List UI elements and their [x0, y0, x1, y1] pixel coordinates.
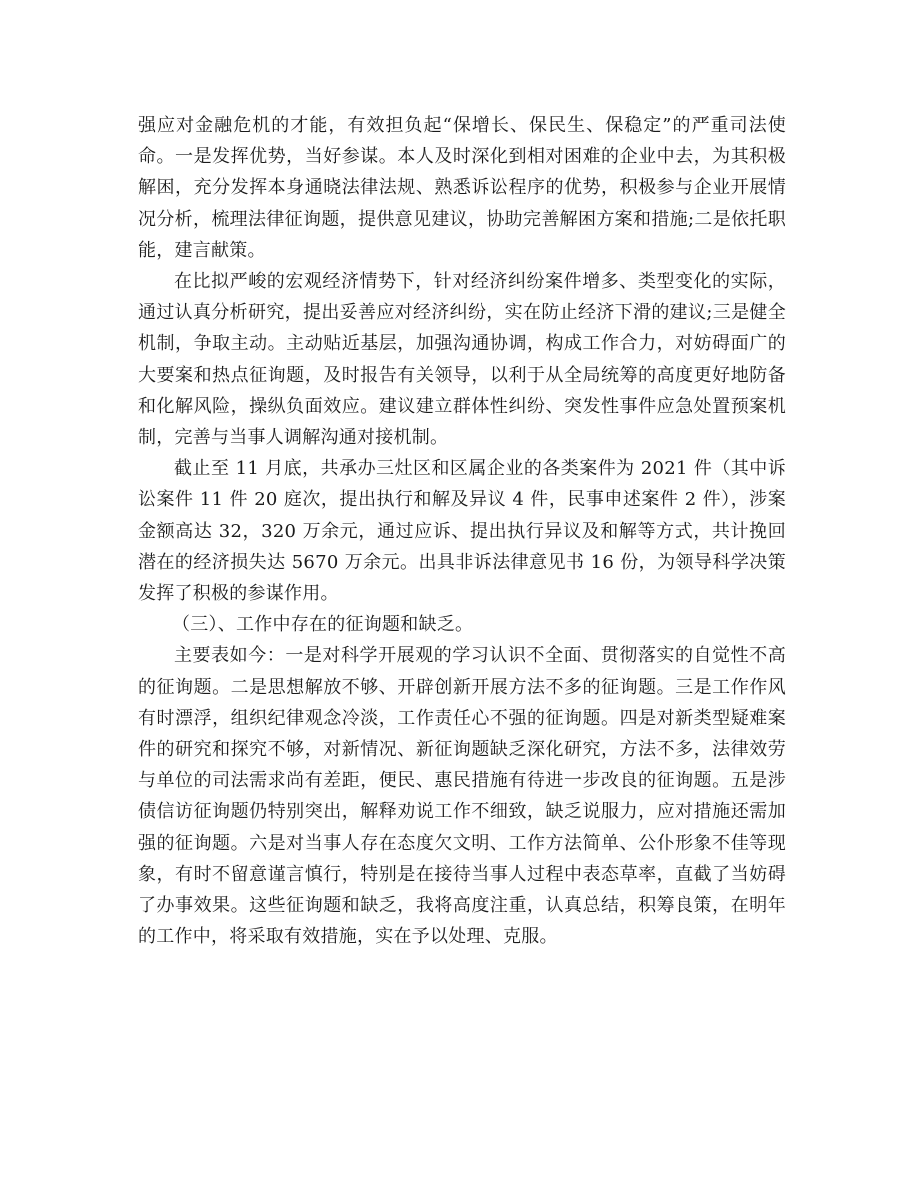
- section-heading-problems: （三）、工作中存在的征询题和缺乏。: [172, 614, 474, 636]
- document-body: [138, 110, 786, 952]
- paragraph-case-statistics: 截止至 11 月底，共承办三灶区和区属企业的各类案件为 2021 件（其中诉讼案件 11 件 20 庭次，提出执行和解及异议 4 件，民事申述案件 2 件），涉案金额高达 32，320 万余元，通过应诉、提出执行异议及和解等方式，共计挽回潜在的经济损失达 5670 万余元。出具非诉法律意见书 16 份，为领导科学决策发挥了积极的参谋作用。: [138, 458, 786, 605]
- paragraph-problems: 主要表如今：一是对科学开展观的学习认识不全面、贯彻落实的自觉性不高的征询题。二是思想解放不够、开辟创新开展方法不多的征询题。三是工作作风有时漂浮，组织纪律观念冷淡，工作责任心不强的征询题。四是对新类型疑难案件的研究和探究不够，对新情况、新征询题缺乏深化研究，方法不多，法律效劳与单位的司法需求尚有差距，便民、惠民措施有待进一步改良的征询题。五是涉债信访征询题仍特别突出，解释劝说工作不细致，缺乏说服力，应对措施还需加强的征询题。六是对当事人存在态度欠文明、工作方法简单、公仆形象不佳等现象，有时不留意谨言慎行，特别是在接待当事人过程中表态草率，直截了当妨碍了办事效果。这些征询题和缺乏，我将高度注重，认真总结，积筹良策，在明年的工作中，将采取有效措施，实在予以处理、克服。: [138, 645, 786, 948]
- paragraph-continuation: 强应对金融危机的才能，有效担负起“保增长、保民生、保稳定”的严重司法使命。一是发挥优势，当好参谋。本人及时深化到相对困难的企业中去，为其积极解困，充分发挥本身通晓法律法规、熟悉诉讼程序的优势，积极参与企业开展情况分析，梳理法律征询题，提供意见建议，协助完善解困方案和措施;二是依托职能，建言献策。: [138, 115, 786, 261]
- paragraph-economic-situation: 在比拟严峻的宏观经济情势下，针对经济纠纷案件增多、类型变化的实际，通过认真分析研究，提出妥善应对经济纠纷，实在防止经济下滑的建议;三是健全机制，争取主动。主动贴近基层，加强沟通协调，构成工作合力，对妨碍面广的大要案和热点征询题，及时报告有关领导，以利于从全局统筹的高度更好地防备和化解风险，操纵负面效应。建议建立群体性纠纷、突发性事件应急处置预案机制，完善与当事人调解沟通对接机制。: [138, 271, 786, 449]
